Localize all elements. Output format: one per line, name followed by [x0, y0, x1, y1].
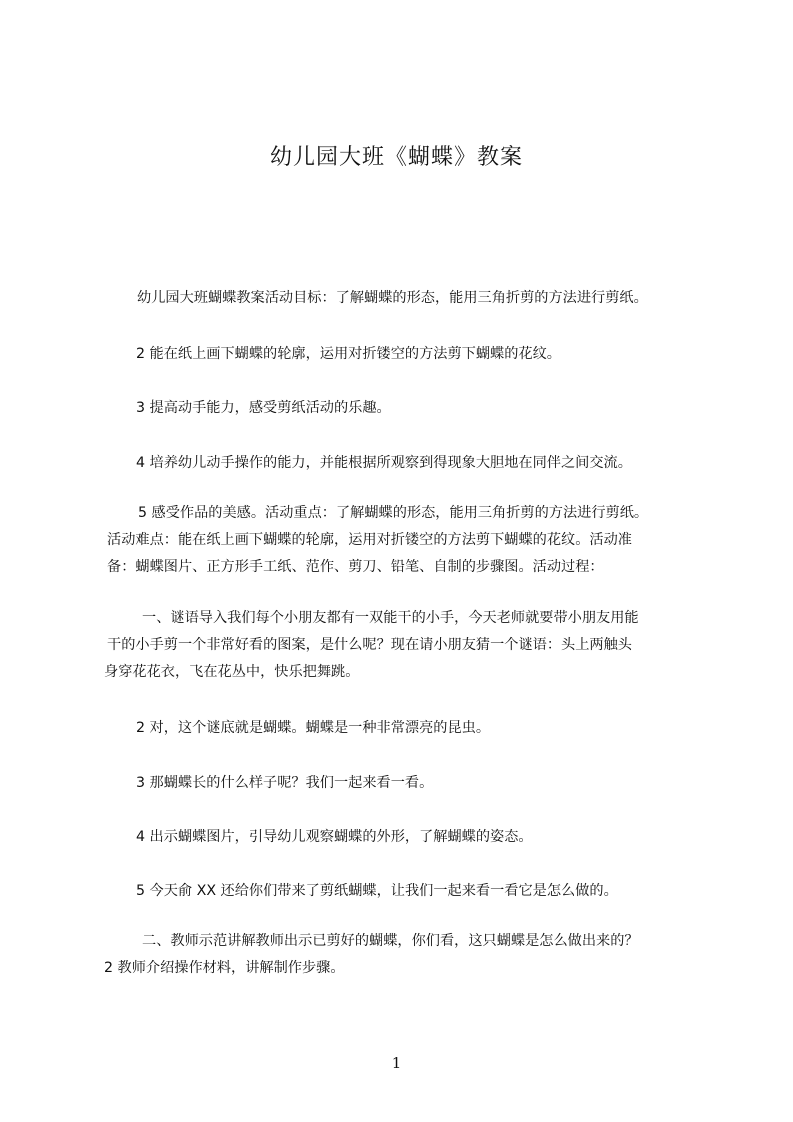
paragraph-line: 一、谜语导入我们每个小朋友都有一双能干的小手，今天老师就要带小朋友用能	[142, 610, 639, 626]
paragraph-line: 2 教师介绍操作材料，讲解制作步骤。	[104, 960, 345, 976]
paragraph-line: 备：蝴蝶图片、正方形手工纸、范作、剪刀、铅笔、自制的步骤图。活动过程：	[107, 559, 604, 575]
paragraph-objective-3: 3 提高动手能力，感受剪纸活动的乐趣。	[136, 400, 391, 416]
paragraph-riddle-answer: 2 对，这个谜底就是蝴蝶。蝴蝶是一种非常漂亮的昆虫。	[136, 720, 491, 736]
page-number: 1	[391, 1054, 402, 1072]
paragraph-objective-2: 2 能在纸上画下蝴蝶的轮廓，运用对折镂空的方法剪下蝴蝶的花纹。	[136, 346, 561, 362]
paragraph-objectives: 幼儿园大班蝴蝶教案活动目标：了解蝴蝶的形态，能用三角折剪的方法进行剪纸。	[137, 290, 648, 306]
paragraph-butterfly-look: 3 那蝴蝶长的什么样子呢？我们一起来看一看。	[136, 775, 434, 791]
paragraph-teacher-demo	[104, 928, 716, 982]
paragraph-riddle-intro	[104, 605, 716, 686]
paragraph-key-points	[104, 500, 716, 581]
paragraph-line: 5 感受作品的美感。活动重点：了解蝴蝶的形态，能用三角折剪的方法进行剪纸。	[138, 505, 649, 521]
paragraph-line: 活动难点：能在纸上画下蝴蝶的轮廓，运用对折镂空的方法剪下蝴蝶的花纹。活动准	[107, 532, 632, 548]
paragraph-line: 干的小手剪一个非常好看的图案，是什么呢？现在请小朋友猜一个谜语：头上两触头	[107, 637, 632, 653]
document-title: 幼儿园大班《蝴蝶》教案	[269, 145, 523, 170]
paragraph-paper-cut: 5 今天俞 XX 还给你们带来了剪纸蝴蝶，让我们一起来看一看它是怎么做的。	[136, 883, 618, 899]
paragraph-line: 二、教师示范讲解教师出示已剪好的蝴蝶，你们看，这只蝴蝶是怎么做出来的？	[142, 933, 639, 949]
paragraph-show-pictures: 4 出示蝴蝶图片，引导幼儿观察蝴蝶的外形，了解蝴蝶的姿态。	[136, 829, 533, 845]
paragraph-objective-4: 4 培养幼儿动手操作的能力，并能根据所观察到得现象大胆地在同伴之间交流。	[136, 455, 632, 471]
paragraph-line: 身穿花花衣，飞在花丛中，快乐把舞跳。	[104, 664, 360, 680]
